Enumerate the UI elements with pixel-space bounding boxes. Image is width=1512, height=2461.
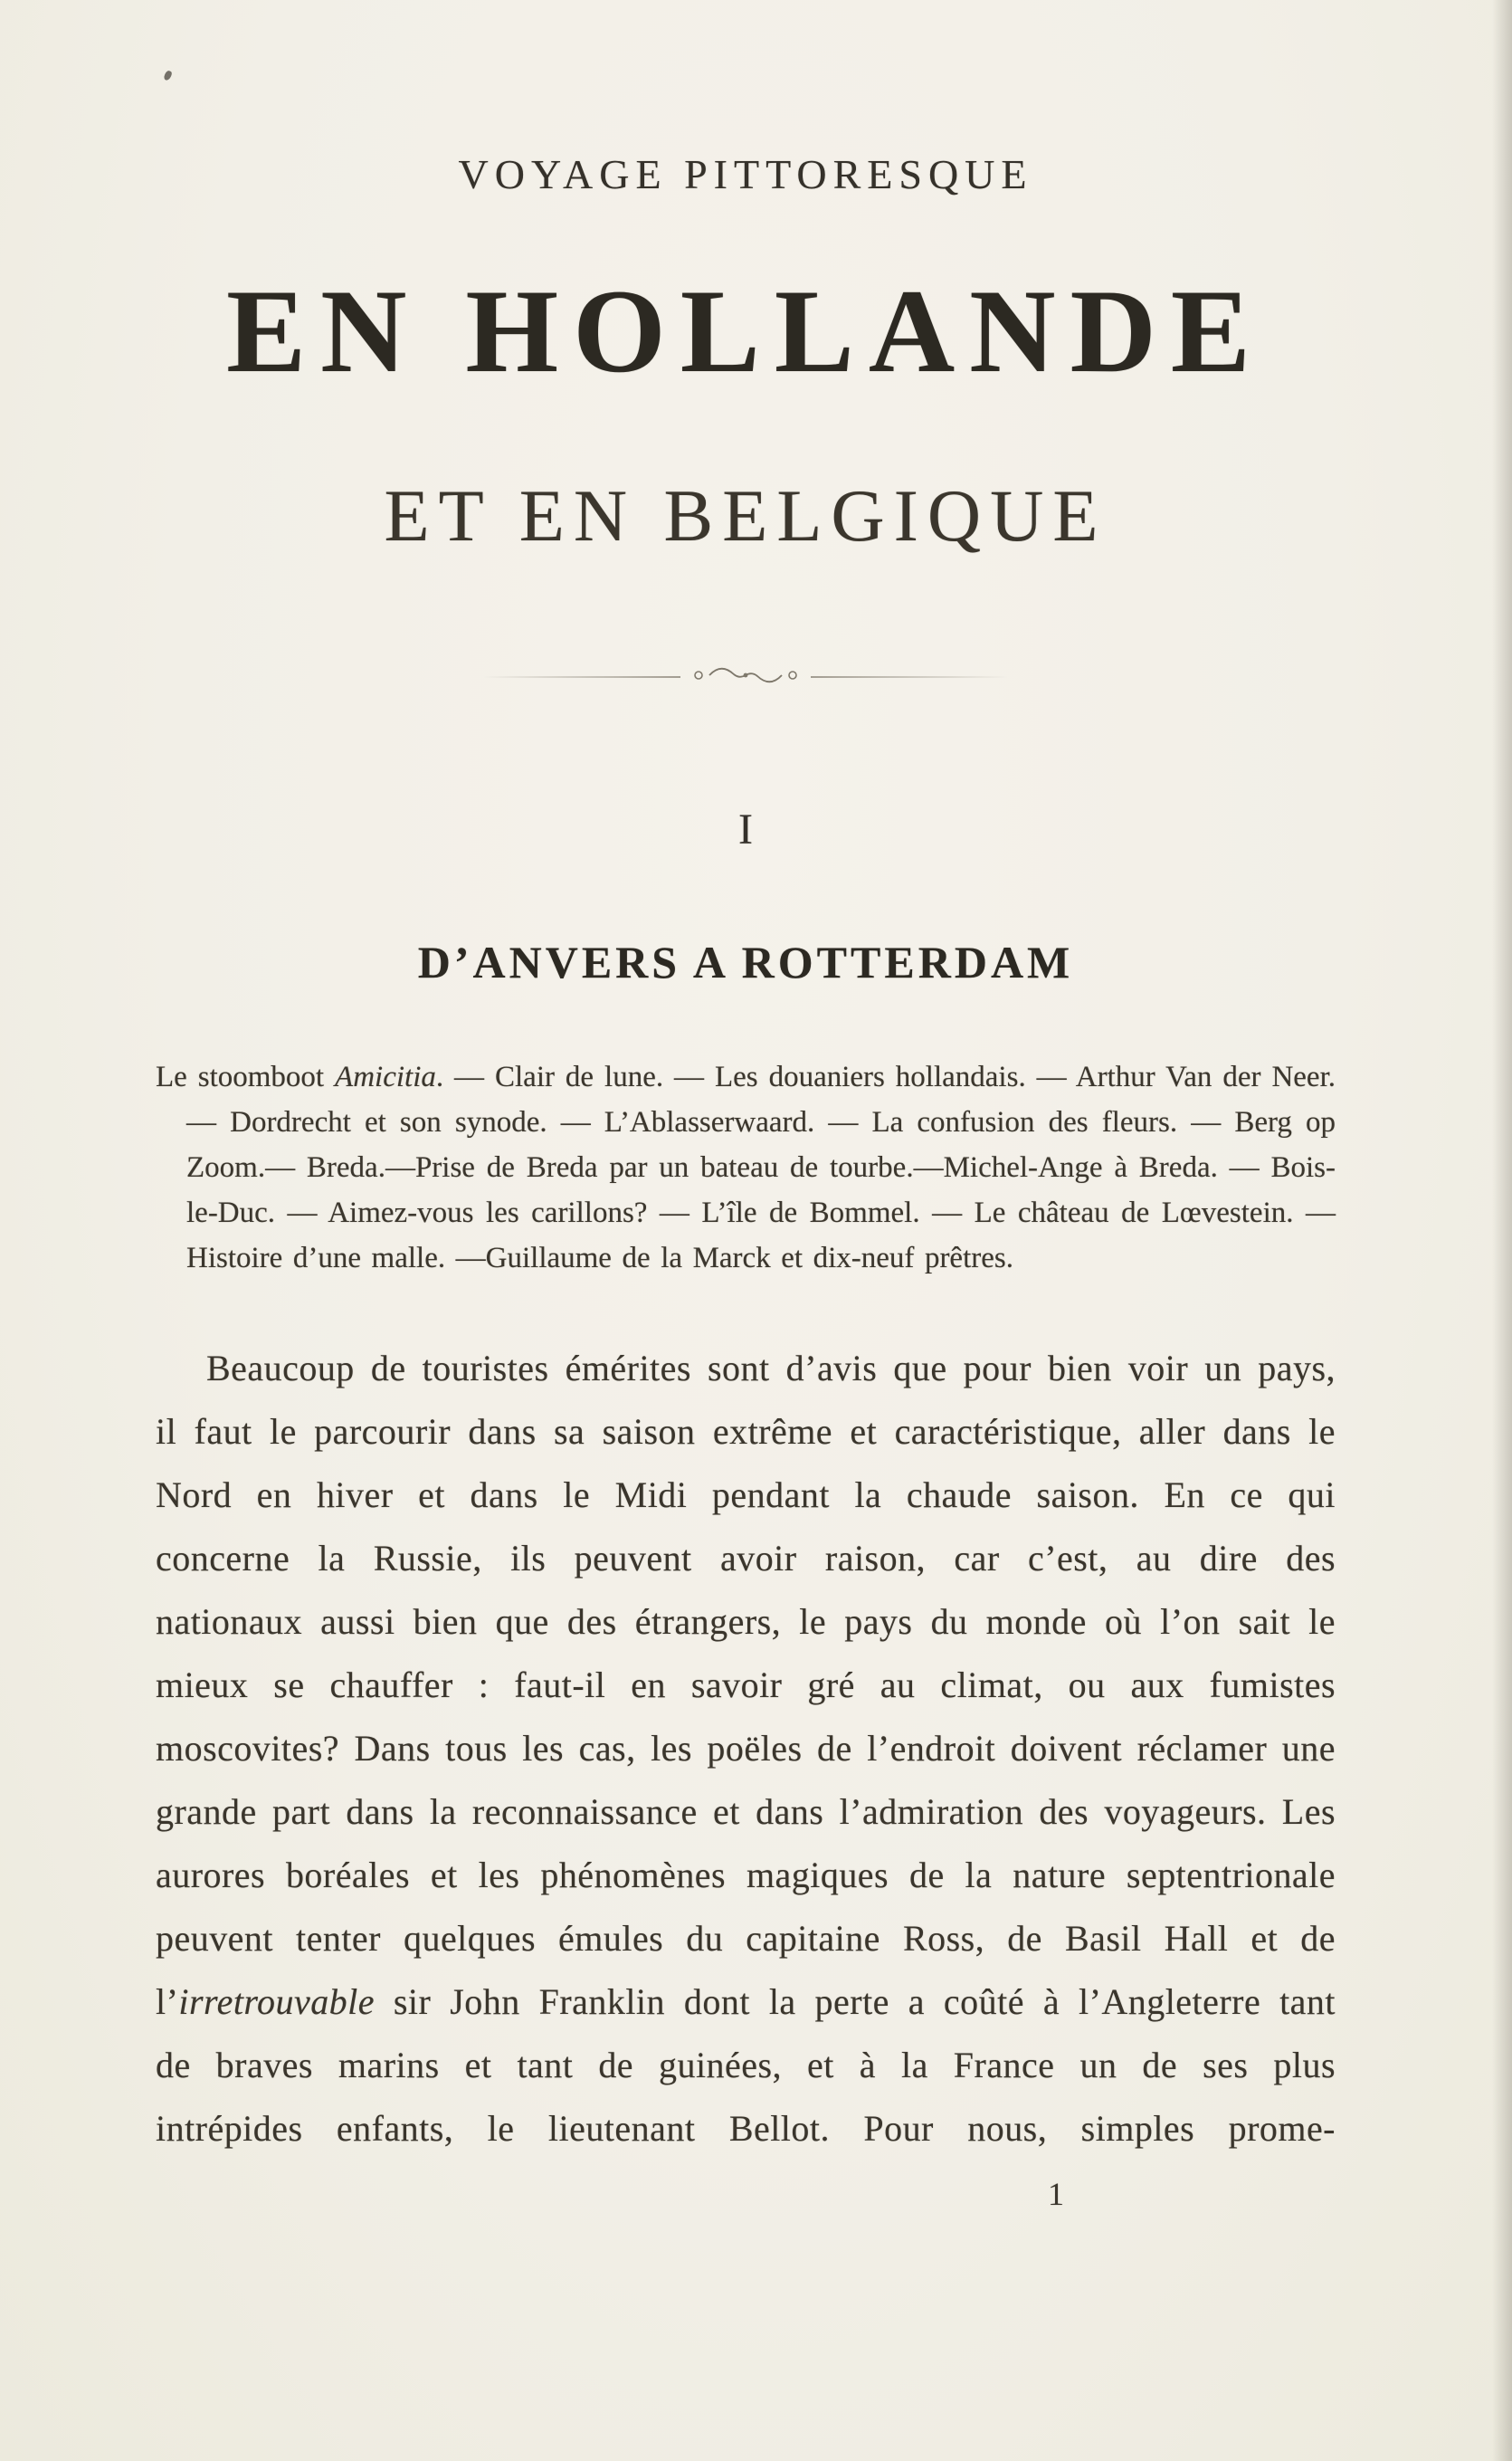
page-number: 1 <box>1048 2176 1064 2213</box>
scan-edge-shadow <box>1492 0 1512 2461</box>
summary-text-rest: . — Clair de lune. — Les douaniers hollandais. — Arthur Van der Neer. — Dordrecht et son synode. — L’Ablasserwaard. — La confusion des fleurs. — Berg op Zoom.— Breda.—Prise de Breda par un bateau de tourbe.—Michel-Ange à Breda. — Bois-le-Duc. — Aimez-vous les carillons? — L’île de Bommel. — Le château de Lœvestein. — Histoire d’une malle. —Guillaume de la Marck et dix-neuf prêtres. <box>186 1061 1336 1275</box>
summary-text-lead: Le stoomboot <box>156 1061 336 1094</box>
divider-rule-left <box>483 676 680 678</box>
divider-rule-right <box>811 676 1008 678</box>
section-divider <box>483 663 1008 691</box>
body-text-part1: Beaucoup de touristes émérites sont d’avis que pour bien voir un pays, il faut le parcourir dans sa saison extrême et caractéristique, aller dans le Nord en hiver et dans le Midi pendant la chaude saison. En ce qui concerne la Russie, ils peuvent avoir raison, car c’est, au dire des nationaux aussi bien que des étrangers, le pays du monde où l’on sait le mieux se chauffer : faut-il en savoir gré au climat, ou aux fumistes moscovites? Dans tous les cas, les poëles de l’endroit doivent réclamer une grande part dans la reconnaissance et dans l’admiration des voyageurs. Les aurores boréales et les phénomènes magiques de la nature septentrionale peuvent tenter quelques émules du capitaine Ross, de Basil Hall et de l’ <box>156 1348 1336 2023</box>
body-paragraph <box>156 1337 1336 2161</box>
body-italic-word: irretrouvable <box>178 1981 375 2023</box>
main-title: EN HOLLANDE <box>226 263 1265 397</box>
subtitle: ET EN BELGIQUE <box>384 474 1108 558</box>
summary-italic-term: Amicitia <box>335 1061 436 1094</box>
series-title: VOYAGE PITTORESQUE <box>458 151 1033 197</box>
chapter-number: I <box>738 806 753 854</box>
chapter-summary <box>156 1054 1336 1281</box>
chapter-title: D’ANVERS A ROTTERDAM <box>417 937 1074 988</box>
fleuron-icon <box>691 662 800 693</box>
body-text-part2: sir John Franklin dont la perte a coûté à l’Angleterre tant de braves marins et tant de guinées, et à la France un de ses plus intrépides enfants, le lieutenant Bellot. Pour nous, simples prome- <box>156 1981 1336 2150</box>
